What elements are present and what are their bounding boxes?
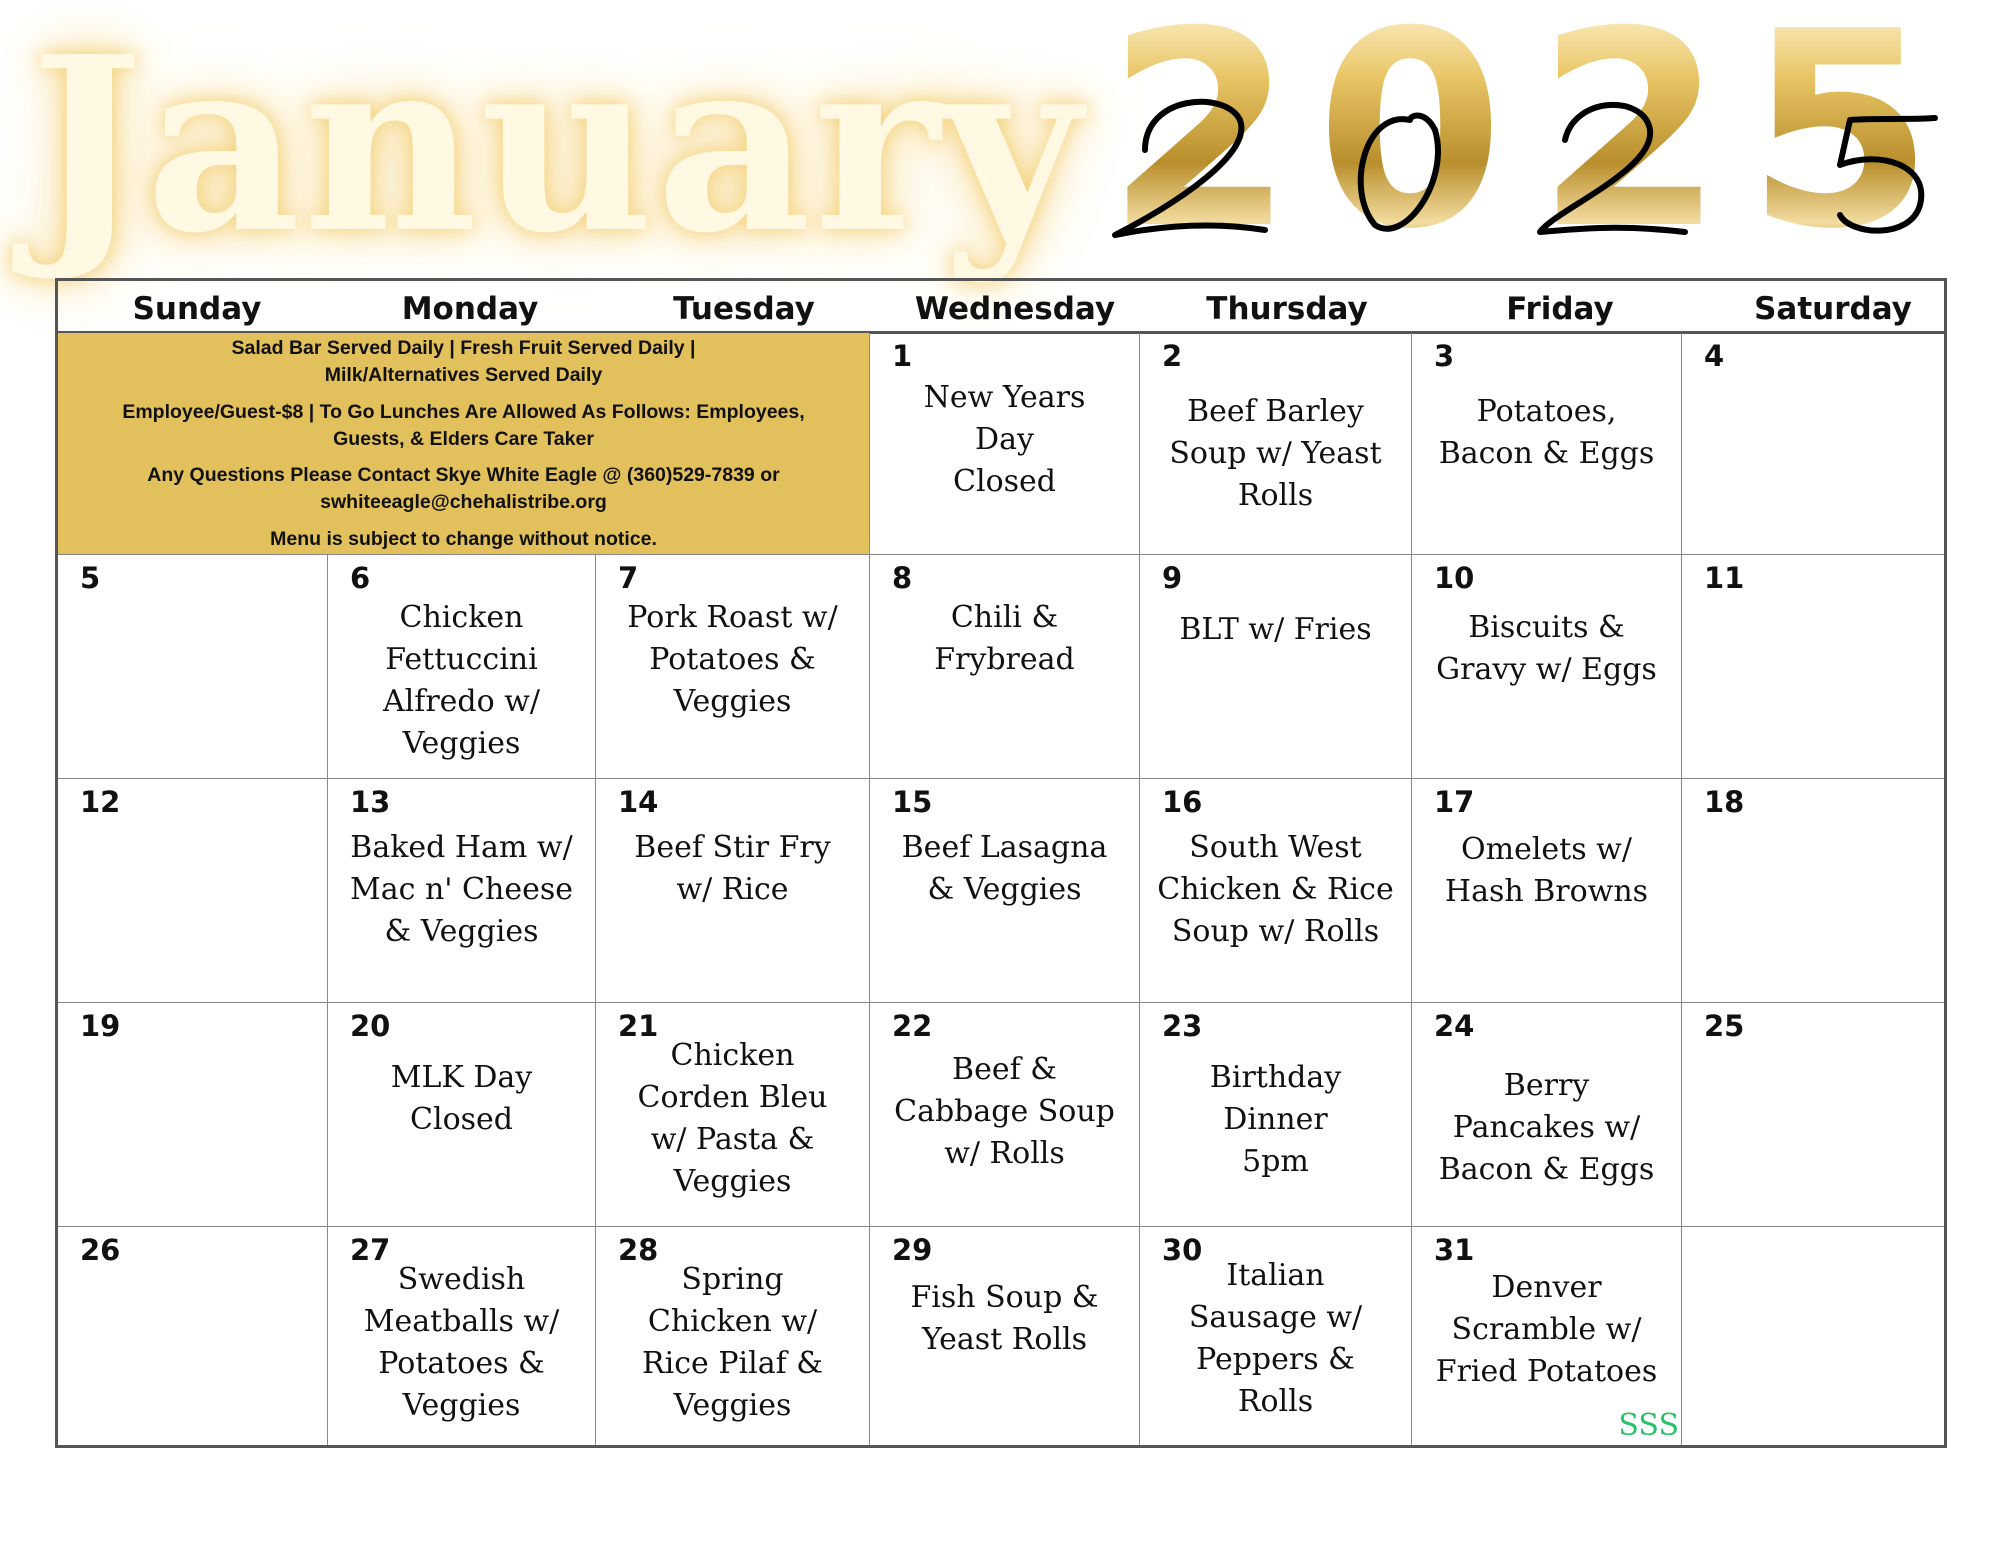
day-cell (1682, 555, 1944, 779)
day-number: 5 (80, 561, 101, 595)
day-cell (1140, 1003, 1412, 1227)
day-cell (1412, 1003, 1682, 1227)
day-number: 13 (350, 785, 391, 819)
day-number: 11 (1704, 561, 1745, 595)
month-title: January (30, 4, 1084, 286)
notice-line-4: Guests, & Elders Care Taker (333, 428, 594, 450)
day-number: 25 (1704, 1009, 1745, 1043)
meal-text: Beef Barley Soup w/ Yeast Rolls (1169, 394, 1382, 513)
weekday-monday: Monday (401, 291, 539, 327)
day-number: 8 (892, 561, 913, 595)
day-number: 4 (1704, 339, 1725, 373)
meal-text: Pork Roast w/ Potatoes & Veggies (627, 600, 838, 719)
weekday-friday: Friday (1506, 291, 1614, 327)
day-number: 15 (892, 785, 933, 819)
day-number: 21 (618, 1009, 659, 1043)
meal-text: Swedish Meatballs w/ Potatoes & Veggies (363, 1262, 560, 1423)
day-number: 19 (80, 1009, 121, 1043)
day-cell (596, 779, 870, 1003)
year-digit-2: 0 (1316, 0, 1504, 288)
day-cell (328, 1003, 596, 1227)
day-cell (870, 1227, 1140, 1445)
meal-text: Omelets w/ Hash Browns (1444, 832, 1649, 909)
day-number: 29 (892, 1233, 933, 1267)
weekday-header (58, 281, 1944, 334)
day-number: 22 (892, 1009, 933, 1043)
day-number: 3 (1434, 339, 1455, 373)
meal-text: MLK Day Closed (390, 1060, 533, 1137)
day-number: 10 (1434, 561, 1475, 595)
day-cell (870, 333, 1140, 555)
day-number: 27 (350, 1233, 391, 1267)
day-number: 30 (1162, 1233, 1203, 1267)
day-cell (1682, 1003, 1944, 1227)
weekday-thursday: Thursday (1206, 291, 1368, 327)
meal-text: Biscuits & Gravy w/ Eggs (1436, 610, 1657, 687)
day-cell (58, 1003, 328, 1227)
day-number: 16 (1162, 785, 1203, 819)
day-number: 1 (892, 339, 913, 373)
meal-text: Spring Chicken w/ Rice Pilaf & Veggies (642, 1262, 823, 1423)
day-cell (328, 779, 596, 1003)
day-cell-empty (1682, 1227, 1944, 1445)
meal-text: Potatoes, Bacon & Eggs (1438, 394, 1655, 471)
meal-text: Beef Stir Fry w/ Rice (634, 830, 831, 907)
notice-line-5: Any Questions Please Contact Skye White Eagle @ (360)529-7839 or (147, 464, 780, 486)
meal-text: Beef Lasagna & Veggies (901, 830, 1108, 907)
notice-line-7: Menu is subject to change without notice. (270, 528, 657, 550)
notice-box (58, 333, 870, 555)
calendar-grid (55, 278, 1947, 1448)
day-cell (58, 555, 328, 779)
meal-text: Chili & Frybread (934, 600, 1075, 677)
day-cell (1682, 779, 1944, 1003)
meal-text: Chicken Fettuccini Alfredo w/ Veggies (382, 600, 541, 761)
day-cell (1412, 779, 1682, 1003)
meal-text: Berry Pancakes w/ Bacon & Eggs (1438, 1068, 1655, 1187)
meal-text: Chicken Corden Bleu w/ Pasta & Veggies (637, 1038, 828, 1199)
day-number: 23 (1162, 1009, 1203, 1043)
day-cell (58, 1227, 328, 1445)
meal-text: Denver Scramble w/ Fried Potatoes (1435, 1270, 1658, 1389)
notice-line-1: Salad Bar Served Daily | Fresh Fruit Served Daily | (231, 337, 696, 359)
day-cell (328, 555, 596, 779)
day-number: 12 (80, 785, 121, 819)
day-number: 9 (1162, 561, 1183, 595)
day-cell (1682, 333, 1944, 555)
day-number: 24 (1434, 1009, 1475, 1043)
day-cell (1140, 779, 1412, 1003)
day-number: 20 (350, 1009, 391, 1043)
handwritten-year-overlay (1105, 0, 1965, 288)
day-number: 18 (1704, 785, 1745, 819)
day-cell (1412, 1227, 1682, 1445)
day-number: 28 (618, 1233, 659, 1267)
meal-text: BLT w/ Fries (1179, 612, 1372, 647)
meal-text: Baked Ham w/ Mac n' Cheese & Veggies (350, 830, 573, 949)
day-cell (596, 1227, 870, 1445)
notice-line-6: swhiteeagle@chehalistribe.org (320, 491, 607, 513)
year-digit-4: 5 (1746, 0, 1934, 288)
day-number: 31 (1434, 1233, 1475, 1267)
day-cell (328, 1227, 596, 1445)
weekday-wednesday: Wednesday (914, 291, 1116, 327)
meal-text: South West Chicken & Rice Soup w/ Rolls (1157, 830, 1394, 949)
day-cell (1140, 1227, 1412, 1445)
meal-text: Fish Soup & Yeast Rolls (910, 1280, 1099, 1357)
day-number: 2 (1162, 339, 1183, 373)
year-title (1105, 0, 1965, 288)
day-cell (870, 779, 1140, 1003)
day-cell (870, 555, 1140, 779)
year-digit-3: 2 (1536, 0, 1724, 288)
day-number: 14 (618, 785, 659, 819)
meal-text: Birthday Dinner 5pm (1209, 1060, 1342, 1179)
meal-text: Beef & Cabbage Soup w/ Rolls (894, 1052, 1115, 1171)
day-cell (1412, 333, 1682, 555)
weekday-saturday: Saturday (1754, 291, 1912, 327)
day-number: 6 (350, 561, 371, 595)
day-cell (596, 1003, 870, 1227)
day-cell (1140, 555, 1412, 779)
weekday-sunday: Sunday (132, 291, 262, 327)
year-digit-1: 2 (1106, 0, 1294, 288)
sss-badge: SSS (1618, 1408, 1679, 1443)
day-number: 7 (618, 561, 639, 595)
day-number: 17 (1434, 785, 1475, 819)
day-cell (1412, 555, 1682, 779)
day-cell (1140, 333, 1412, 555)
weekday-tuesday: Tuesday (673, 291, 815, 327)
day-cell (58, 779, 328, 1003)
notice-line-2: Milk/Alternatives Served Daily (324, 364, 603, 386)
day-number: 26 (80, 1233, 121, 1267)
meal-text: Italian Sausage w/ Peppers & Rolls (1188, 1258, 1363, 1419)
day-cell (870, 1003, 1140, 1227)
notice-line-3: Employee/Guest-$8 | To Go Lunches Are Allowed As Follows: Employees, (122, 401, 805, 423)
day-cell (596, 555, 870, 779)
meal-text: New Years Day Closed (923, 380, 1086, 499)
